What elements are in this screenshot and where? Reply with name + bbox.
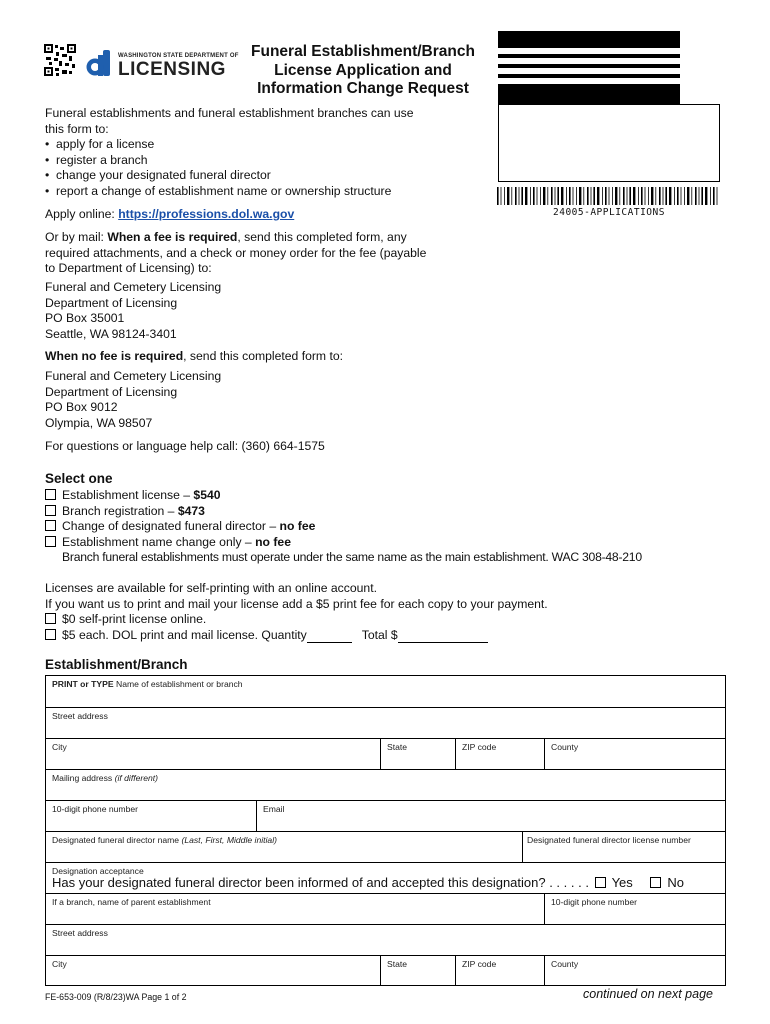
- email-field[interactable]: Email: [256, 801, 725, 831]
- parent-street-field[interactable]: Street address: [52, 928, 108, 938]
- help-line: For questions or language help call: (360) 664-1575: [45, 439, 325, 453]
- print-line-1: Licenses are available for self-printing with an online account.: [45, 581, 377, 595]
- barcode-bar: [547, 187, 548, 205]
- barcode-bar: [497, 187, 499, 205]
- title-line-2: License Application and: [274, 61, 452, 79]
- parent-street-row[interactable]: [46, 925, 725, 956]
- barcode-bar: [655, 187, 656, 205]
- parent-county-field[interactable]: County: [544, 956, 725, 985]
- quantity-field[interactable]: [307, 642, 352, 643]
- barcode-bar: [705, 187, 707, 205]
- checkbox[interactable]: [45, 536, 56, 547]
- checkbox[interactable]: [45, 489, 56, 500]
- barcode-bar: [619, 187, 620, 205]
- option-dol-print[interactable]: $5 each. DOL print and mail license. Quantity Total $: [45, 628, 548, 644]
- barcode-bar: [566, 187, 567, 205]
- bar-2: [498, 54, 680, 58]
- barcode-bar: [691, 187, 692, 205]
- designation-cell: [46, 863, 725, 893]
- apply-online-label: Apply online:: [45, 207, 119, 221]
- parent-city-field[interactable]: City: [52, 959, 67, 969]
- qr-code-icon: [44, 44, 76, 76]
- print-options: [45, 581, 548, 643]
- barcode-bar: [713, 187, 715, 205]
- barcode-bar: [629, 187, 631, 205]
- establishment-form: [45, 675, 726, 986]
- total-field[interactable]: [398, 642, 488, 643]
- barcode-bar: [659, 187, 661, 205]
- nofee-instructions: When no fee is required, send this completed form to:: [45, 349, 344, 363]
- barcode-bar: [651, 187, 653, 205]
- bar-4: [498, 74, 680, 78]
- form-title: [234, 43, 492, 99]
- barcode-bar: [648, 187, 649, 205]
- barcode-bar: [537, 187, 538, 205]
- county-field[interactable]: County: [544, 739, 725, 769]
- barcode-bar: [576, 187, 577, 205]
- bar-1: [498, 31, 680, 48]
- barcode-bar: [633, 187, 635, 205]
- barcode-bar: [663, 187, 664, 205]
- barcode-text: 24005-APPLICATIONS: [553, 207, 665, 218]
- establishment-name-field[interactable]: PRINT or TYPE Name of establishment or branch: [52, 679, 243, 689]
- parent-name-field[interactable]: If a branch, name of parent establishment: [52, 897, 211, 907]
- no-checkbox[interactable]: [650, 877, 661, 888]
- street-row[interactable]: [46, 708, 725, 739]
- city-field[interactable]: City: [52, 742, 67, 752]
- yes-label: Yes: [611, 875, 633, 890]
- option-name-change[interactable]: Establishment name change only – no fee: [45, 535, 642, 551]
- dol-mark-icon: [84, 50, 114, 80]
- checkbox[interactable]: [45, 505, 56, 516]
- barcode-bar: [674, 187, 675, 205]
- barcode-bar: [515, 187, 517, 205]
- parent-phone-field[interactable]: 10-digit phone number: [544, 894, 725, 924]
- intro-lead-2: this form to:: [45, 121, 109, 136]
- barcode-bar: [612, 187, 613, 205]
- parent-zip-field[interactable]: ZIP code: [455, 956, 544, 985]
- barcode-bar: [677, 187, 679, 205]
- director-license-field[interactable]: Designated funeral director license number: [522, 832, 725, 862]
- barcode-bar: [519, 187, 520, 205]
- option-change-director[interactable]: Change of designated funeral director – no fee: [45, 519, 642, 535]
- establishment-name-row[interactable]: [46, 676, 725, 708]
- barcode-bar: [507, 187, 509, 205]
- barcode-bar: [710, 187, 711, 205]
- title-line-3: Information Change Request: [257, 80, 469, 97]
- barcode-bar: [591, 187, 592, 205]
- barcode-bar: [681, 187, 682, 205]
- mailing-row[interactable]: [46, 770, 725, 801]
- barcode-bar: [605, 187, 607, 205]
- director-row: [46, 832, 725, 863]
- office-use-box: [498, 104, 720, 182]
- select-heading: Select one: [45, 471, 113, 486]
- barcode-bar: [701, 187, 703, 205]
- mailing-field[interactable]: Mailing address (if different): [52, 773, 159, 783]
- parent-row: [46, 894, 725, 925]
- apply-online: [45, 207, 294, 223]
- branch-note: Branch funeral establishments must operate under the same name as the main establishment. WAC 308-48-210: [62, 550, 642, 564]
- barcode-bar: [623, 187, 625, 205]
- intro-lead: Funeral establishments and funeral establishment branches can use: [45, 106, 414, 120]
- designation-label: Designation acceptance: [52, 866, 144, 876]
- redaction-bars: [498, 31, 680, 110]
- barcode-bar: [504, 187, 505, 205]
- barcode-bar: [669, 187, 671, 205]
- checkbox[interactable]: [45, 520, 56, 531]
- intro-bullet: • apply for a license: [45, 137, 155, 151]
- barcode-bar: [555, 187, 556, 205]
- barcode-bar: [521, 187, 523, 205]
- mail-instructions: Or by mail: When a fee is required, send this completed form, any required attachments, and a check or money order for the fee (payable to Department of Licensing) to:: [45, 230, 427, 275]
- form-id: FE-653-009 (R/8/23)WA Page 1 of 2: [45, 992, 187, 1002]
- barcode-bar: [540, 187, 541, 205]
- parent-state-field[interactable]: State: [380, 956, 455, 985]
- apply-online-link[interactable]: https://professions.dol.wa.gov: [118, 207, 295, 221]
- contact-row: [46, 801, 725, 832]
- dol-logo: [84, 48, 239, 82]
- barcode-bar: [583, 187, 584, 205]
- intro-bullet: • register a branch: [45, 152, 148, 167]
- barcode-bar: [557, 187, 559, 205]
- print-line-2: If you want us to print and mail your license add a $5 print fee for each copy to your payment.: [45, 596, 548, 611]
- barcode-bar: [638, 187, 639, 205]
- barcode-icon: [497, 187, 719, 205]
- barcode-bar: [501, 187, 502, 205]
- yes-checkbox[interactable]: [595, 877, 606, 888]
- checkbox[interactable]: [45, 629, 56, 640]
- barcode-bar: [665, 187, 667, 205]
- state-field[interactable]: State: [380, 739, 455, 769]
- barcode-bar: [684, 187, 685, 205]
- intro-bullet: • report a change of establishment name or ownership structure: [45, 183, 392, 198]
- barcode-bar: [533, 187, 535, 205]
- phone-field[interactable]: 10-digit phone number: [52, 804, 138, 814]
- director-name-field[interactable]: Designated funeral director name (Last, First, Middle initial): [52, 835, 277, 845]
- city-row: [46, 739, 725, 770]
- title-line-1: Funeral Establishment/Branch: [251, 43, 475, 60]
- barcode-bar: [602, 187, 603, 205]
- nofee-address: Funeral and Cemetery Licensing Department of Licensing PO Box 9012 Olympia, WA 98507: [45, 369, 222, 430]
- barcode-bar: [543, 187, 545, 205]
- barcode-bar: [525, 187, 527, 205]
- barcode-bar: [645, 187, 646, 205]
- barcode-bar: [717, 187, 718, 205]
- barcode-bar: [597, 187, 599, 205]
- intro-bullet: • change your designated funeral director: [45, 168, 271, 182]
- parent-city-row: [46, 956, 725, 986]
- dol-licensing-word: LICENSING: [118, 59, 226, 80]
- no-label: No: [667, 875, 685, 890]
- intro-block: [45, 106, 414, 199]
- fee-options: [45, 488, 642, 566]
- zip-field[interactable]: ZIP code: [455, 739, 544, 769]
- barcode-bar: [573, 187, 574, 205]
- bar-5: [498, 84, 680, 104]
- barcode-bar: [627, 187, 628, 205]
- barcode-bar: [561, 187, 563, 205]
- dol-dept-line: WASHINGTON STATE DEPARTMENT OF: [118, 53, 239, 59]
- barcode-bar: [530, 187, 531, 205]
- barcode-bar: [615, 187, 617, 205]
- barcode-bar: [551, 187, 553, 205]
- barcode-bar: [695, 187, 697, 205]
- designation-row: [46, 863, 725, 894]
- street-field[interactable]: Street address: [52, 711, 108, 721]
- bar-3: [498, 64, 680, 68]
- establishment-heading: Establishment/Branch: [45, 657, 188, 672]
- option-branch-registration[interactable]: Branch registration – $473: [45, 504, 642, 520]
- barcode-bar: [699, 187, 700, 205]
- barcode-bar: [579, 187, 581, 205]
- barcode-bar: [587, 187, 589, 205]
- barcode-bar: [609, 187, 610, 205]
- continued-note: continued on next page: [583, 987, 713, 1001]
- barcode-bar: [569, 187, 571, 205]
- option-establishment-license[interactable]: Establishment license – $540: [45, 488, 642, 504]
- barcode-bar: [593, 187, 595, 205]
- barcode-bar: [511, 187, 512, 205]
- checkbox[interactable]: [45, 613, 56, 624]
- option-self-print[interactable]: $0 self-print license online.: [45, 612, 548, 628]
- fee-address: Funeral and Cemetery Licensing Department of Licensing PO Box 35001 Seattle, WA 98124-3401: [45, 280, 222, 341]
- designation-question: Has your designated funeral director been informed of and accepted this designation? . . . . . . Yes No: [52, 875, 685, 890]
- barcode-bar: [641, 187, 643, 205]
- barcode-bar: [687, 187, 689, 205]
